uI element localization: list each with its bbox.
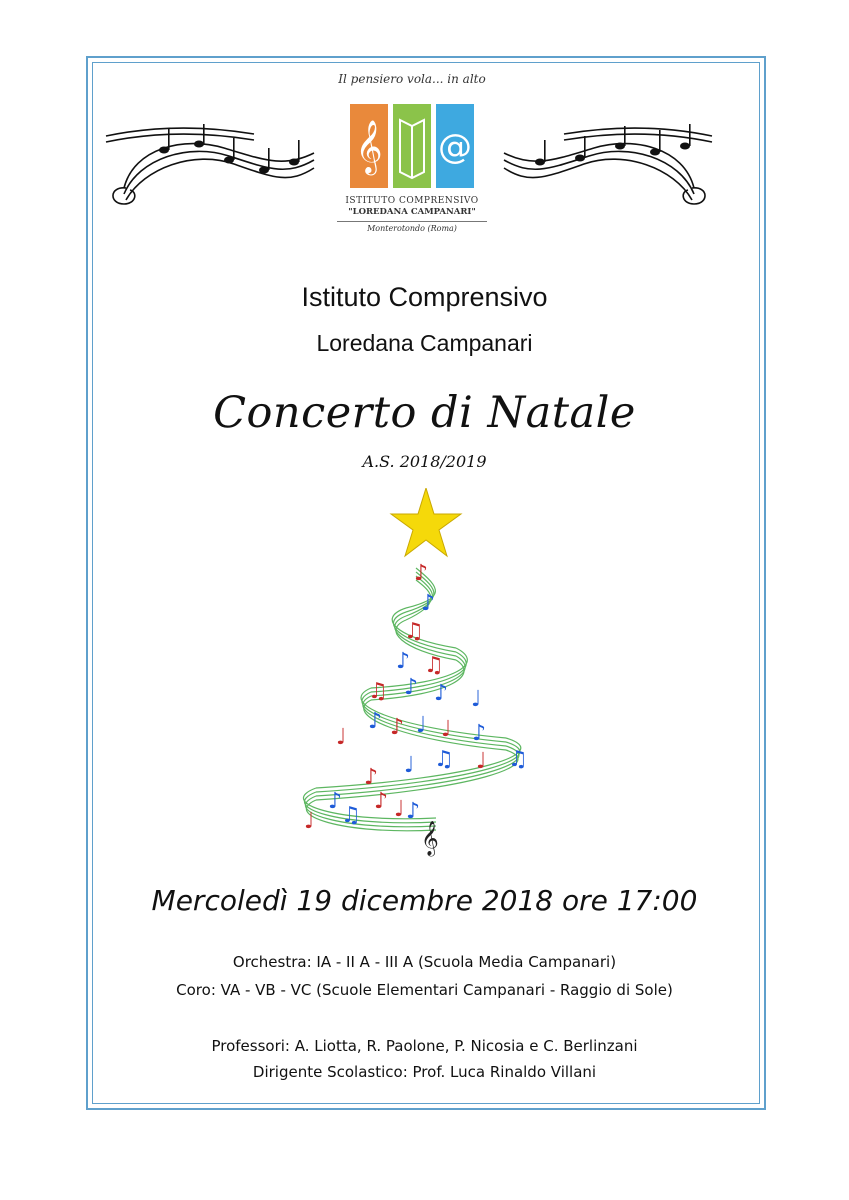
logo-divider xyxy=(337,221,487,222)
svg-text:♩: ♩ xyxy=(394,797,405,822)
svg-text:♪: ♪ xyxy=(364,765,379,790)
svg-text:♪: ♪ xyxy=(396,649,411,674)
svg-text:♪: ♪ xyxy=(374,789,389,814)
music-staff-ornament-right xyxy=(500,118,714,208)
school-year: A.S. 2018/2019 xyxy=(362,452,487,471)
svg-text:♪: ♪ xyxy=(414,561,429,586)
school-logo xyxy=(332,72,492,244)
logo-motto: Il pensiero vola... in alto xyxy=(338,72,486,86)
svg-text:♩: ♩ xyxy=(471,687,482,712)
svg-text:♫: ♫ xyxy=(341,803,361,828)
svg-text:♪: ♪ xyxy=(406,799,421,824)
svg-text:♫: ♫ xyxy=(368,679,388,704)
logo-school-line1: ISTITUTO COMPRENSIVO xyxy=(345,196,479,206)
svg-text:♩: ♩ xyxy=(476,749,487,774)
svg-text:♩: ♩ xyxy=(416,713,427,738)
svg-text:♫: ♫ xyxy=(404,619,424,644)
star-icon xyxy=(391,488,461,556)
svg-text:♩: ♩ xyxy=(336,725,347,750)
svg-text:♪: ♪ xyxy=(404,675,419,700)
orchestra-line: Orchestra: IA - II A - III A (Scuola Media Campanari) xyxy=(232,953,617,971)
svg-text:♪: ♪ xyxy=(434,681,449,706)
logo-blocks-icon xyxy=(348,100,476,192)
event-date-time: Mercoledì 19 dicembre 2018 ore 17:00 xyxy=(151,884,698,917)
svg-text:𝄞: 𝄞 xyxy=(355,119,383,173)
svg-text:♪: ♪ xyxy=(421,591,436,616)
svg-text:♪: ♪ xyxy=(368,709,383,734)
principal-line: Dirigente Scolastico: Prof. Luca Rinaldo Villani xyxy=(252,1063,597,1081)
svg-text:♩: ♩ xyxy=(404,753,415,778)
svg-text:♪: ♪ xyxy=(328,789,343,814)
logo-school-name xyxy=(332,196,492,233)
logo-location: Monterotondo (Roma) xyxy=(367,224,457,233)
institute-name: Loredana Campanari xyxy=(316,330,533,356)
institute-heading: Istituto Comprensivo xyxy=(301,282,548,312)
logo-school-line2: "LOREDANA CAMPANARI" xyxy=(348,207,476,217)
svg-text:𝄞: 𝄞 xyxy=(421,821,439,856)
svg-text:@: @ xyxy=(438,127,472,167)
svg-text:♪: ♪ xyxy=(390,715,405,740)
svg-text:♩: ♩ xyxy=(304,809,315,834)
christmas-tree-illustration xyxy=(276,488,566,858)
svg-text:♪: ♪ xyxy=(472,721,487,746)
choir-line: Coro: VA - VB - VC (Scuole Elementari Campanari - Raggio di Sole) xyxy=(176,981,673,999)
svg-text:♩: ♩ xyxy=(441,717,452,742)
concert-title: Concerto di Natale xyxy=(213,388,636,438)
svg-text:♫: ♫ xyxy=(424,653,444,678)
svg-text:♫: ♫ xyxy=(508,747,528,772)
music-staff-ornament-left xyxy=(104,118,318,208)
svg-text:♫: ♫ xyxy=(434,747,454,772)
teachers-line: Professori: A. Liotta, R. Paolone, P. Nicosia e C. Berlinzani xyxy=(211,1037,638,1055)
